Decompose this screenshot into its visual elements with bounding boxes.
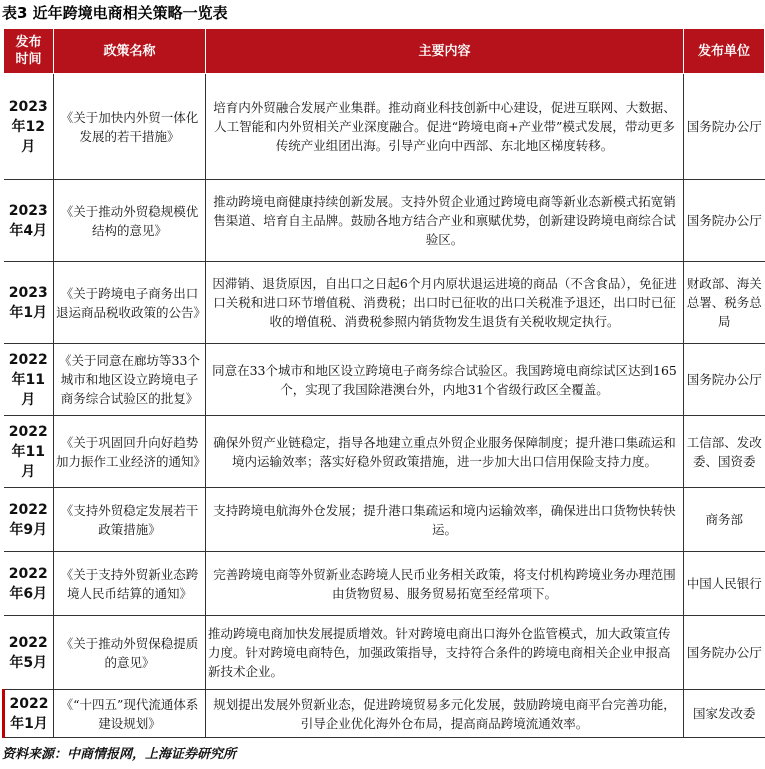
cell-release-time [4, 488, 54, 552]
release-time-year: 2022 [8, 634, 48, 651]
cell-policy-name: 《关于推动外贸保稳提质的意见》 [54, 616, 206, 690]
release-time-month: 年4月 [9, 222, 48, 239]
release-time-year: 2022 [8, 565, 48, 582]
release-time-month: 年12 [11, 118, 45, 135]
cell-issuing-unit: 国务院办公厅 [684, 344, 765, 416]
table-row [4, 488, 765, 552]
cell-main-content: 确保外贸产业链稳定，指导各地建立重点外贸企业服务保障制度；提升港口集疏运和境内运输效率；落实好稳外贸政策措施，进一步加大出口信用保险支持力度。 [206, 416, 684, 488]
policy-table [2, 28, 765, 738]
cell-policy-name: 《关于支持外贸新业态跨境人民币结算的通知》 [54, 552, 206, 616]
release-time-year: 2023 [8, 202, 48, 219]
release-time-year: 2022 [9, 695, 49, 712]
cell-issuing-unit: 国务院办公厅 [684, 180, 765, 262]
header-issuing-unit: 发布单位 [684, 29, 765, 74]
table-row [4, 552, 765, 616]
cell-main-content: 同意在33个城市和地区设立跨境电子商务综合试验区。我国跨境电商综试区达到165个，实现了我国除港澳台外，内地31个省级行政区全覆盖。 [206, 344, 684, 416]
cell-release-time [4, 690, 54, 738]
release-time-month2: 月 [21, 463, 36, 480]
cell-release-time [4, 180, 54, 262]
table-row [4, 690, 765, 738]
release-time-year: 2023 [8, 284, 48, 301]
cell-release-time [4, 416, 54, 488]
cell-main-content: 支持跨境电航海外仓发展；提升港口集疏运和境内运输效率，确保进出口货物快转快运。 [206, 488, 684, 552]
table-row [4, 344, 765, 416]
table-row [4, 262, 765, 344]
table-row [4, 616, 765, 690]
cell-issuing-unit: 中国人民银行 [684, 552, 765, 616]
table-header-row [4, 29, 765, 74]
cell-issuing-unit: 财政部、海关总署、税务总局 [684, 262, 765, 344]
cell-main-content: 完善跨境电商等外贸新业态跨境人民币业务相关政策，将支付机构跨境业务办理范围由货物贸易、服务贸易拓宽至经常项下。 [206, 552, 684, 616]
release-time-month: 年5月 [9, 654, 48, 671]
header-time-line2: 时间 [15, 52, 42, 67]
cell-release-time [4, 74, 54, 180]
cell-main-content: 因滞销、退货原因，自出口之日起6个月内原状退运进境的商品（不含食品），免征进口关税和进口环节增值税、消费税；出口时已征收的出口关税准予退还，出口时已征收的增值税、消费税参照内销货物发生退货有关税收规定执行。 [206, 262, 684, 344]
release-time-month2: 月 [21, 391, 36, 408]
cell-release-time [4, 344, 54, 416]
cell-policy-name: 《“十四五”现代流通体系建设规划》 [54, 690, 206, 738]
release-time-year: 2023 [8, 98, 48, 115]
release-time-year: 2022 [8, 501, 48, 518]
header-time [4, 29, 54, 74]
table-row [4, 416, 765, 488]
release-time-year: 2022 [8, 423, 48, 440]
cell-issuing-unit: 国家发改委 [684, 690, 765, 738]
cell-issuing-unit: 国务院办公厅 [684, 616, 765, 690]
release-time-month: 年1月 [10, 715, 48, 732]
cell-main-content: 推动跨境电商健康持续创新发展。支持外贸企业通过跨境电商等新业态新模式拓宽销售渠道、培育自主品牌。鼓励各地方结合产业和禀赋优势，创新建设跨境电商综合试验区。 [206, 180, 684, 262]
header-policy-name: 政策名称 [54, 29, 206, 74]
cell-policy-name: 《关于加快内外贸一体化发展的若干措施》 [54, 74, 206, 180]
cell-main-content: 培育内外贸融合发展产业集群。推动商业科技创新中心建设，促进互联网、大数据、人工智能和内外贸相关产业深度融合。促进“跨境电商+产业带”模式发展，带动更多传统产业组团出海。引导产业向中西部、东北地区梯度转移。 [206, 74, 684, 180]
table-body [4, 74, 765, 738]
cell-policy-name: 《关于推动外贸稳规模优结构的意见》 [54, 180, 206, 262]
cell-main-content: 规划提出发展外贸新业态，促进跨境贸易多元化发展，鼓励跨境电商平台完善功能，引导企业优化海外仓布局，提高商品跨境流通效率。 [206, 690, 684, 738]
release-time-month2: 月 [21, 138, 36, 155]
cell-issuing-unit: 商务部 [684, 488, 765, 552]
release-time-month: 年1月 [9, 304, 48, 321]
cell-release-time [4, 262, 54, 344]
release-time-year: 2022 [8, 351, 48, 368]
cell-policy-name: 《关于跨境电子商务出口退运商品税收政策的公告》 [54, 262, 206, 344]
cell-main-content: 推动跨境电商加快发展提质增效。针对跨境电商出口海外仓监管模式，加大政策宣传力度。针对跨境电商特色，加强政策指导，支持符合条件的跨境电商相关企业申报高新技术企业。 [206, 616, 684, 690]
header-main-content: 主要内容 [206, 29, 684, 74]
release-time-month: 年11 [11, 443, 45, 460]
policy-table-container [2, 28, 763, 738]
cell-release-time [4, 552, 54, 616]
cell-policy-name: 《支持外贸稳定发展若干政策措施》 [54, 488, 206, 552]
release-time-month: 年6月 [9, 585, 48, 602]
cell-issuing-unit: 国务院办公厅 [684, 74, 765, 180]
header-time-line1: 发布 [15, 35, 42, 50]
cell-policy-name: 《关于巩固回升向好趋势加力振作工业经济的通知》 [54, 416, 206, 488]
cell-issuing-unit: 工信部、发改委、国资委 [684, 416, 765, 488]
table-title: 表3 近年跨境电商相关策略一览表 [2, 4, 228, 22]
cell-release-time [4, 616, 54, 690]
cell-policy-name: 《关于同意在廊坊等33个城市和地区设立跨境电子商务综合试验区的批复》 [54, 344, 206, 416]
table-row [4, 74, 765, 180]
release-time-month: 年11 [11, 371, 45, 388]
release-time-month: 年9月 [9, 521, 48, 538]
table-row [4, 180, 765, 262]
source-note: 资料来源：中商情报网，上海证券研究所 [2, 747, 237, 762]
